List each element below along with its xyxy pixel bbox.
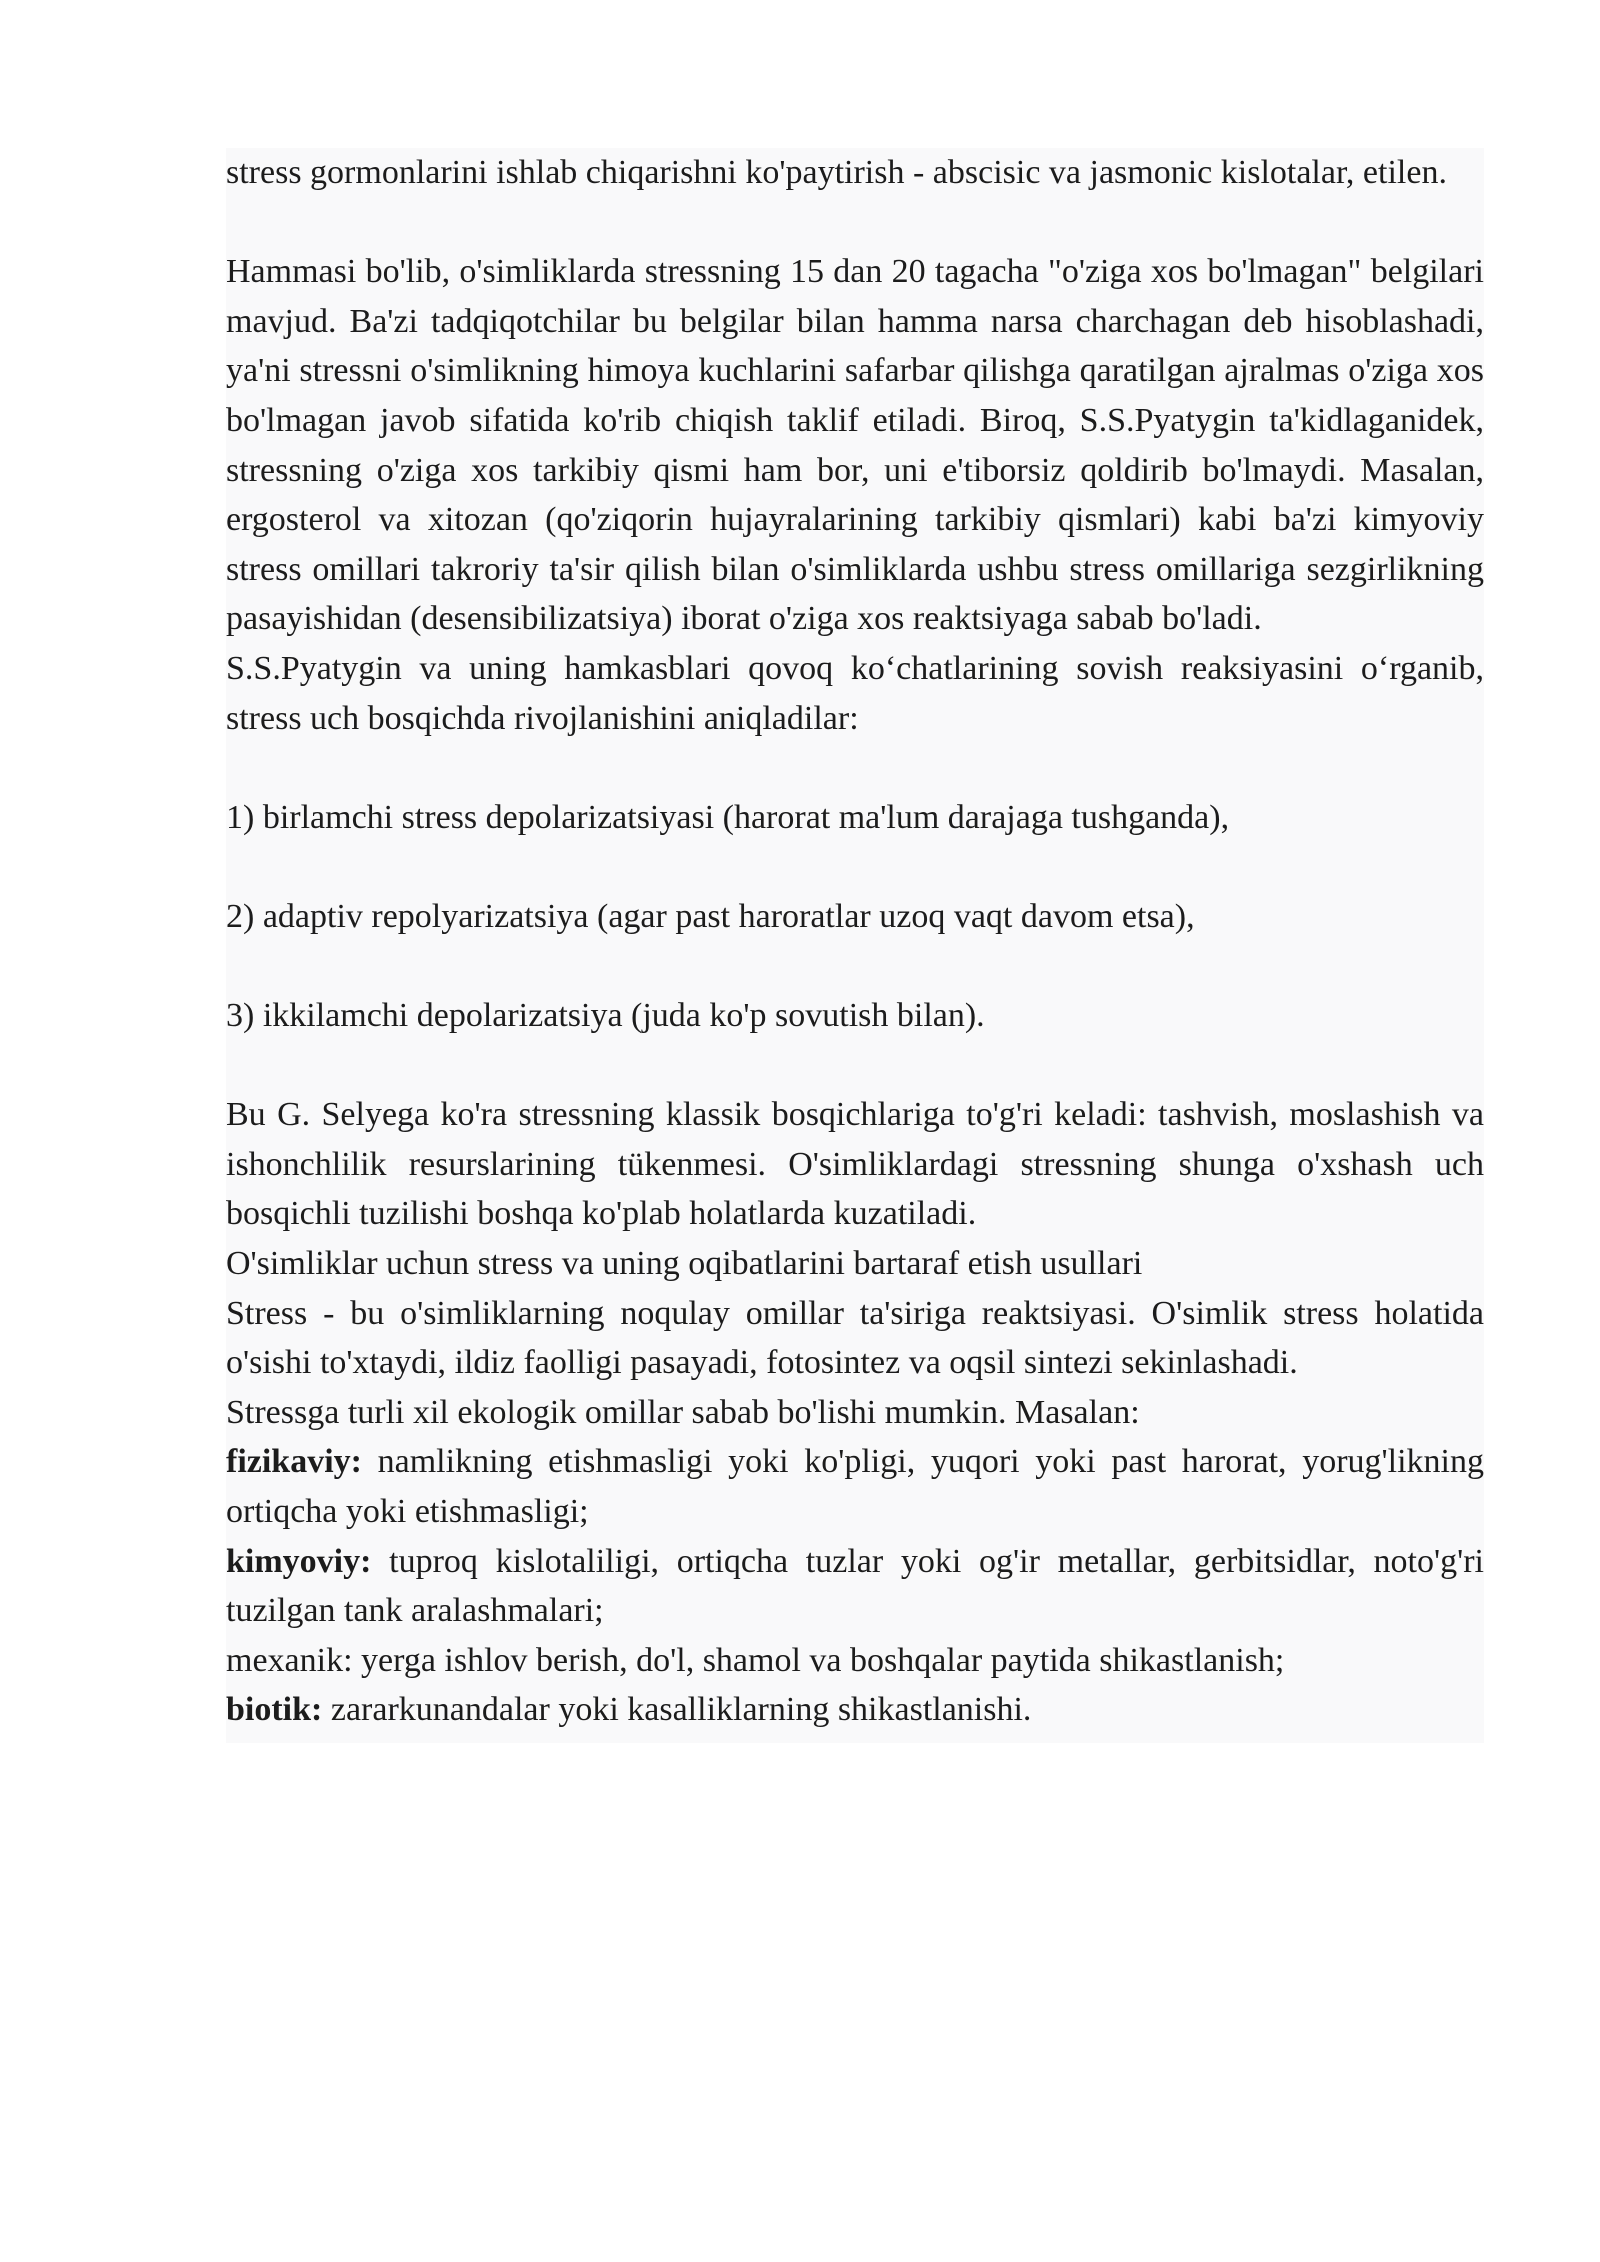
document-body bbox=[226, 148, 1484, 1743]
list-item-stage-2: 2) adaptiv repolyarizatsiya (agar past haroratlar uzoq vaqt davom etsa), bbox=[226, 897, 1195, 935]
paragraph-gap bbox=[226, 842, 1484, 892]
factor-chemical-term: kimyoviy: bbox=[226, 1542, 372, 1580]
list-item-stage-3: 3) ikkilamchi depolarizatsiya (juda ko'p sovutish bilan). bbox=[226, 997, 985, 1035]
factor-mechanical: mexanik: yerga ishlov berish, do'l, shamol va boshqalar paytida shikastlanish; bbox=[226, 1641, 1285, 1679]
paragraph-selye-stages: Bu G. Selyega ko'ra stressning klassik bosqichlariga to'g'ri keladi: tashvish, moslashish va ishonchlilik resurslarining tükenmesi. O'simliklardagi stressning shunga o'xshash uch bosqichli tuzilishi boshqa ko'plab holatlarda kuzatiladi. bbox=[226, 1096, 1484, 1233]
paragraph-stress-hormones: stress gormonlarini ishlab chiqarishni ko'paytirish - abscisic va jasmonic kislotalar, etilen. bbox=[226, 154, 1447, 191]
section-heading-stress-methods: O'simliklar uchun stress va uning oqibatlarini bartaraf etish usullari bbox=[226, 1245, 1143, 1283]
list-item-stage-1: 1) birlamchi stress depolarizatsiyasi (harorat ma'lum darajaga tushganda), bbox=[226, 798, 1230, 836]
factor-physical bbox=[226, 1437, 1484, 1536]
paragraph-gap bbox=[226, 1041, 1484, 1091]
paragraph-gap bbox=[226, 942, 1484, 992]
paragraph-ecological-factors: Stressga turli xil ekologik omillar sabab bo'lishi mumkin. Masalan: bbox=[226, 1393, 1140, 1431]
factor-physical-text: namlikning etishmasligi yoki ko'pligi, yuqori yoki past harorat, yorug'likning ortiqcha yoki etishmasligi; bbox=[226, 1443, 1484, 1531]
paragraph-gap bbox=[226, 743, 1484, 793]
paragraph-nonspecific-signs: Hammasi bo'lib, o'simliklarda stressning 15 dan 20 tagacha "o'ziga xos bo'lmagan" belgilari mavjud. Ba'zi tadqiqotchilar bu belgilar bilan hamma narsa charchagan deb hisoblashadi, ya'ni stressni o'simlikning himoya kuchlarini safarbar qilishga qaratilgan ajralmas o'ziga xos bo'lmagan javob sifatida ko'rib chiqish taklif etiladi. Biroq, S.S.Pyatygin ta'kidlaganidek, stressning o'ziga xos tarkibiy qismi ham bor, uni e'tiborsiz qoldirib bo'lmaydi. Masalan, ergosterol va xitozan (qo'ziqorin hujayralarining tarkibiy qismlari) kabi ba'zi kimyoviy stress omillari takroriy ta'sir qilish bilan o'simliklarda ushbu stress omillariga sezgirlikning pasayishidan (desensibilizatsiya) iborat o'ziga xos reaktsiyaga sabab bo'ladi. bbox=[226, 253, 1484, 638]
factor-chemical-text: tuproq kislotaliligi, ortiqcha tuzlar yoki og'ir metallar, gerbitsidlar, noto'g'ri tuzilgan tank aralashmalari; bbox=[226, 1542, 1484, 1630]
paragraph-stress-definition: Stress - bu o'simliklarning noqulay omillar ta'siriga reaktsiyasi. O'simlik stress holatida o'sishi to'xtaydi, ildiz faolligi pasayadi, fotosintez va oqsil sintezi sekinlashadi. bbox=[226, 1294, 1484, 1382]
paragraph-gap bbox=[226, 198, 1484, 248]
factor-chemical bbox=[226, 1537, 1484, 1636]
factor-biotic bbox=[226, 1685, 1484, 1735]
factor-physical-term: fizikaviy: bbox=[226, 1443, 362, 1481]
paragraph-pyatygin-study: S.S.Pyatygin va uning hamkasblari qovoq ko‘chatlarining sovish reaksiyasini o‘rganib, stress uch bosqichda rivojlanishini aniqladilar: bbox=[226, 649, 1484, 737]
factor-biotic-term: biotik: bbox=[226, 1691, 323, 1729]
factor-biotic-text: zararkunandalar yoki kasalliklarning shikastlanishi. bbox=[322, 1691, 1032, 1729]
